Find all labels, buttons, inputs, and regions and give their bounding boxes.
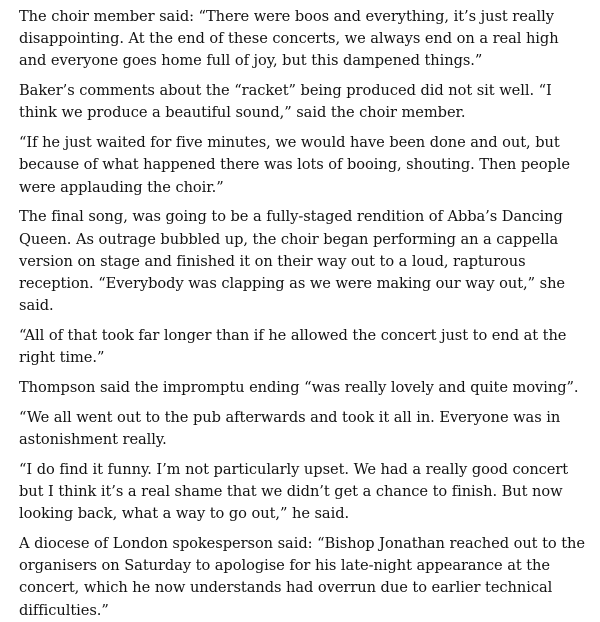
article-paragraph: The choir member said: “There were boos and everything, it’s just really disappointing. At the end of these concerts, we always end on a real high and everyone goes home full of joy, but this dampened things.” (19, 8, 559, 70)
article-paragraph: The final song, was going to be a fully-staged rendition of Abba’s Dancing Queen. As outrage bubbled up, the choir began performing an a cappella version on stage and finished it on their way out to a loud, rapturous reception. “Everybody was clapping as we were making our way out,” she said. (19, 208, 566, 315)
article-paragraph: “If he just waited for five minutes, we would have been done and out, but because of what happened there was lots of booing, shouting. Then people were applauding the choir.” (19, 134, 570, 196)
article-paragraph: Thompson said the impromptu ending “was really lovely and quite moving”. (19, 379, 579, 397)
article-paragraph: “I do find it funny. I’m not particularly upset. We had a really good concert but I think it’s a real shame that we didn’t get a chance to finish. But now looking back, what a way to go out,” he said. (19, 460, 569, 523)
article-paragraph: A diocese of London spokesperson said: “Bishop Jonathan reached out to the organisers on Saturday to apologise for his late-night appearance at the concert, which he now understands had overrun due to earlier technical difficulties.” (19, 535, 585, 619)
article-paragraph: Baker’s comments about the “racket” being produced did not sit well. “I think we produce a beautiful sound,” said the choir member. (19, 82, 552, 122)
article-paragraph: “All of that took far longer than if he allowed the concert just to end at the right time.” (19, 327, 567, 367)
article-paragraph: “We all went out to the pub afterwards and took it all in. Everyone was in astonishment really. (19, 408, 561, 449)
